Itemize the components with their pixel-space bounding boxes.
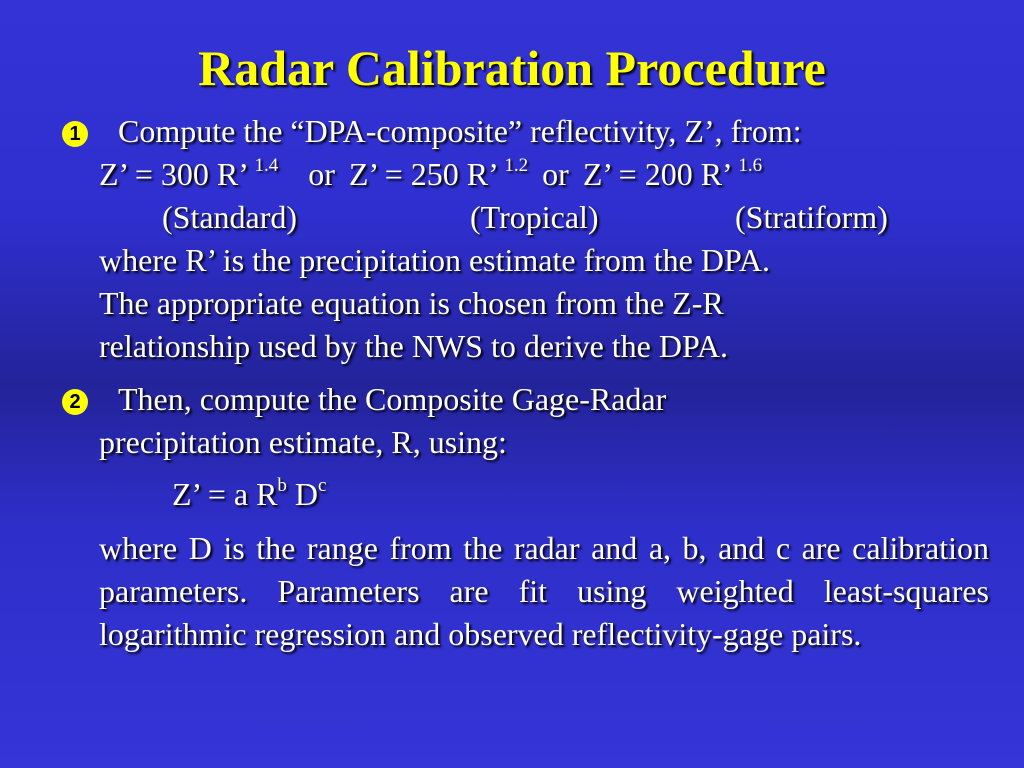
bullet-2-explanation: where D is the range from the radar and a, b, and c are calibration parameters. Parameters are fit using weighted least-squares logarithmic regression and observed reflectivity-gage pairs.	[99, 530, 989, 652]
bullet-1-line-1: where R’ is the precipitation estimate from the DPA.	[99, 242, 770, 278]
equation-tropical: Z’ = 250 R’ $^{1.2}$	[348, 155, 529, 192]
bullet-1-marker	[62, 113, 88, 149]
or-2: or	[542, 156, 569, 192]
equation-stratiform: Z’ = 200 R’ $^{1.6}$	[582, 155, 763, 192]
label-tropical: (Tropical)	[470, 199, 599, 235]
bullet-2-line-2: precipitation estimate, R, using:	[99, 424, 507, 460]
bullet-2-line-1: Then, compute the Composite Gage-Radar	[118, 381, 667, 417]
number-two-icon: 2	[62, 389, 88, 415]
bullet-1-line-3: relationship used by the NWS to derive the DPA.	[99, 328, 728, 364]
equation-standard: Z’ = 300 R’ $^{1.4}$	[99, 155, 279, 192]
zr-equations	[99, 156, 762, 192]
number-one-icon: 1	[62, 121, 88, 147]
or-1: or	[308, 156, 335, 192]
label-standard: (Standard)	[162, 199, 298, 235]
label-stratiform: (Stratiform)	[735, 199, 888, 235]
slide-title: Radar Calibration Procedure	[198, 40, 826, 96]
bullet-1-line-2: The appropriate equation is chosen from the Z-R	[99, 285, 724, 321]
bullet-2-marker	[62, 381, 88, 417]
calibration-formula: Z’ = a $R^b$ $D^c$	[172, 475, 327, 512]
bullet-1-intro: Compute the “DPA-composite” reflectivity, Z’, from:	[118, 113, 802, 149]
